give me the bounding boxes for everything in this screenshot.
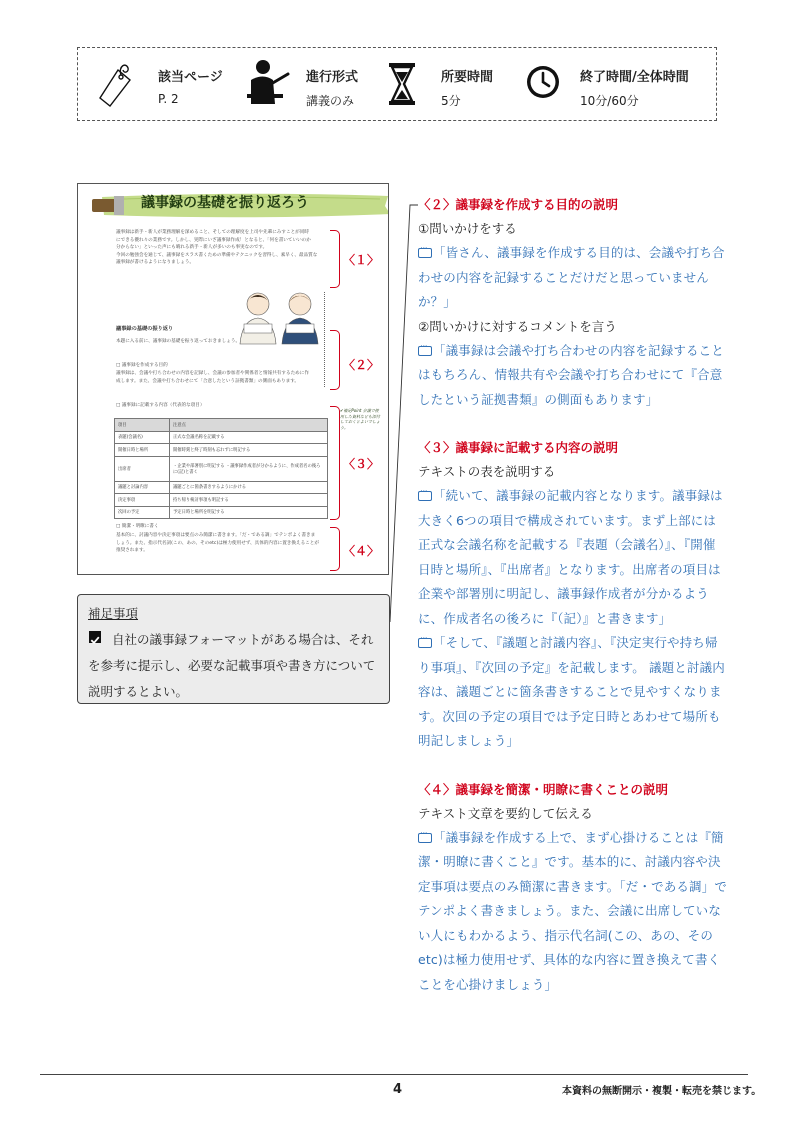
thumb-line: しょう。また、指示代名詞(この、あの、そのetc)は極力使用せず、具体的内容に置き換えることが (116, 540, 319, 546)
table-cell: 出席者 (115, 456, 170, 481)
section-4 (418, 778, 728, 998)
table-row (115, 494, 328, 507)
instruction-line: テキストの表を説明する (418, 464, 556, 479)
supplement-text: 自社の議事録フォーマットがある場合は、それを参考に提示し、必要な記載事項や書き方について説明するとよい。 (88, 632, 376, 699)
thumb-line: 今回の勉強会を通じて、議事録をスラス書くための準備やテクニックを習得し、素早く、最品質な (116, 252, 318, 258)
table-cell: 正式な会議名称を記載する (170, 431, 328, 444)
table-cell: 決定事項 (115, 494, 170, 507)
info-time-value: 5分 (441, 94, 461, 108)
table-row (115, 431, 328, 444)
speech-line (418, 631, 728, 754)
marker-label-1: 〈１〉 (343, 253, 380, 267)
section-3 (418, 436, 728, 754)
thumbnail-title: 議事録の基礎を振り返ろう (141, 195, 309, 211)
thumbnail-purpose-text (116, 370, 326, 385)
speech-text: 「議事録は会議や打ち合わせの内容を記録することはもちろん、情報共有や会議や打ち合わせにて『合意したという証拠書類』の側面もあります」 (418, 342, 724, 407)
thumbnail-point-note: ✔補足Point 会議で使用した資料なども添付しておくとよいでしょう。 (340, 408, 380, 430)
info-format-label: 進行形式 (306, 70, 359, 85)
thumbnail-concise-heading: □ 簡潔・明瞭に書く (116, 524, 159, 529)
section-title: 〈２〉議事録を作成する目的の説明 (418, 197, 619, 212)
info-format-value: 講義のみ (306, 94, 355, 108)
thumb-line: 成します。また、会議や打ち合わせにて「合意したという証拠書類」の側面もあります。 (116, 378, 300, 384)
speech-text: 「続いて、議事録の記載内容となります。議事録は大きく6つの項目で構成されています。まず上部には正式な会議名称を記載する『表題（会議名）』、『開催日時と場所』、『出席者』となります。出席者の項目は企業や部署別に明記し、議事録作成者が分かるように、作成者名の後ろに『（記）』と書きます」 (418, 488, 723, 626)
thumb-line: 基本的に、討議内容や決定事項は要点のみ簡潔に書きます。「だ・である調」でテンポよく書きま (116, 533, 316, 538)
thumbnail-section-lead: 本題に入る前に、議事録の基礎を振り返っておきましょう。 (116, 339, 241, 344)
instruction-line: ①問いかけをする (418, 221, 517, 236)
thumb-line: 議事録は新手・新人が業務理解を深めること、そしての理解度を上司や先輩にみすことが同時 (116, 230, 309, 235)
thumbnail-intro (116, 229, 321, 267)
table-row (115, 506, 328, 519)
table-cell: 持ち帰り検討事項も明記する (170, 494, 328, 507)
speech-bubble-icon (418, 833, 432, 843)
marker-brace-4 (330, 527, 340, 571)
textbook-page-thumbnail (77, 183, 389, 575)
table-cell: ・企業や部署別に明記する ・議事録作成者が分かるように、作成者名の後ろに(記)と書く (170, 456, 328, 481)
marker-brace-3 (330, 406, 340, 520)
speech-text: 「皆さん、議事録を作成する目的は、会議や打ち合わせの内容を記録することだけだと思っていませんか？」 (418, 245, 725, 309)
table-row (115, 456, 328, 481)
marker-brace-1 (330, 230, 340, 288)
thumb-line: 議事録は、会議や打ち合わせの内容を記録し、会議の参加者や関係者と情報共有するために作 (116, 371, 309, 376)
marker-label-2: 〈２〉 (343, 358, 380, 372)
table-cell: 予定日時と場所を明記する (170, 506, 328, 519)
thumb-line: 議事録が書けるようになりましょう。 (116, 260, 195, 265)
thumbnail-purpose-heading: □ 議事録を作成する目的 (116, 363, 168, 368)
speech-line (418, 241, 728, 315)
table-cell: 表題(会議名) (115, 431, 170, 444)
speech-text: 「議事録を作成する上で、まず心掛けることは『簡潔・明瞭に書くこと』です。基本的に、討議内容や決定事項は要点のみ簡潔に書きます。「だ・である調」でテンポよく書きましょう。また、会議に出席していない人にもわかるよう、指示代名詞(この、あの、そのetc)は極力使用せず、具体的な内容に置き換えて書くことを心掛けましょう」 (418, 829, 728, 992)
instruction-line: テキスト文章を要約して伝える (418, 805, 593, 821)
info-end-label: 終了時間/全体時間 (580, 70, 689, 85)
table-row (115, 481, 328, 494)
table-header-cell: 項目 (115, 419, 170, 432)
speech-line (418, 339, 728, 413)
info-page-value: P. 2 (158, 92, 179, 106)
instruction-line: ②問いかけに対するコメントを言う (418, 318, 617, 334)
page-number: 4 (393, 1082, 403, 1097)
thumbnail-items-heading: □ 議事録に記載する内容（代表的な項目） (116, 403, 205, 408)
speech-bubble-icon (418, 638, 432, 648)
speech-text: 「そして、『議題と討議内容』、『決定実行や持ち帰り事項』、『次回の予定』を記載します。 議題と討議内容は、議題ごとに箇条書きすることで見やすくなります。次回の予定の項目では予定日時とあわせて場所も明記しましょう」 (418, 635, 725, 748)
speech-line (418, 826, 728, 998)
table-cell: 次回の予定 (115, 506, 170, 519)
thumb-line: 分からない」といった声にも晴れる新手・新人が多いのも事実なのです。 (116, 245, 268, 250)
footer-divider (40, 1074, 748, 1075)
thumbnail-concise-text (116, 532, 328, 555)
speech-bubble-icon (418, 491, 432, 501)
thumbnail-items-table (114, 418, 328, 519)
table-cell: 議題ごとに箇条書きするようにかける (170, 481, 328, 494)
table-row (115, 444, 328, 457)
table-cell: 開催日時と場所 (115, 444, 170, 457)
section-title: 〈３〉議事録に記載する内容の説明 (418, 440, 619, 455)
info-end-value: 10分/60分 (580, 94, 639, 108)
table-cell: 開催時刻と終了時刻も忘れずに明記する (170, 444, 328, 457)
speech-line (418, 484, 728, 631)
section-title: 〈４〉議事録を簡潔・明瞭に書くことの説明 (418, 781, 669, 797)
dotted-guide-line (324, 292, 325, 387)
instruction-column (418, 193, 728, 997)
thumb-line: にできる優れ々の業務です。しかし、実際にいざ議事録作成！となると、「何を書いていいのか (116, 237, 311, 243)
thumb-line: 推奨されます。 (116, 548, 148, 553)
speech-bubble-icon (418, 346, 432, 356)
marker-label-4: 〈４〉 (343, 544, 380, 558)
supplement-title: 補足事項 (88, 606, 139, 621)
info-time-label: 所要時間 (441, 70, 494, 85)
business-people-illustration (228, 290, 328, 346)
thumbnail-section-heading: 議事録の基礎の振り返り (116, 326, 174, 332)
section-2 (418, 193, 728, 412)
supplement-box (77, 594, 390, 704)
table-header-cell: 注意点 (170, 419, 328, 432)
table-header-row (115, 419, 328, 432)
speech-bubble-icon (418, 248, 432, 258)
table-cell: 議題と討論内容 (115, 481, 170, 494)
copyright-notice: 本資料の無断開示・複製・転売を禁じます。 (562, 1086, 762, 1097)
marker-brace-2 (330, 330, 340, 390)
info-page-label: 該当ページ (158, 70, 223, 85)
marker-label-3: 〈３〉 (343, 457, 380, 471)
